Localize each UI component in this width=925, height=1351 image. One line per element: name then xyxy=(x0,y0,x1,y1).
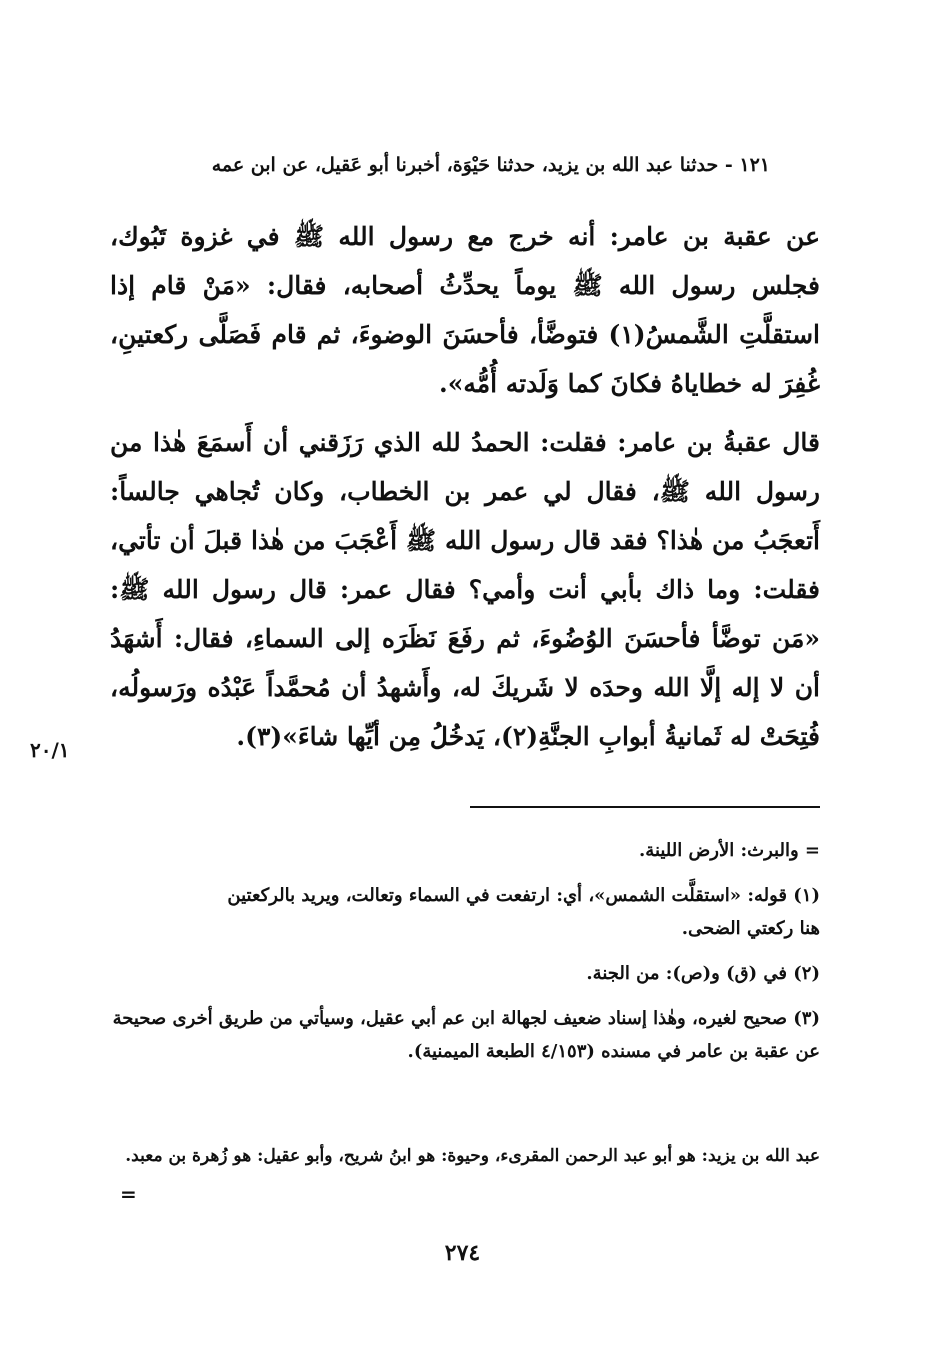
footnote-2: (٢) في (ق) و(ص): من الجنة. xyxy=(586,963,820,984)
margin-volume-reference: ٢٠/١ xyxy=(30,738,70,762)
hadith-body xyxy=(110,212,820,761)
footnote-separator xyxy=(470,806,820,808)
hadith-paragraph-2: قال عقبةُ بن عامر: فقلت: الحمدُ لله الذي رَزَقني أن أَسمَعَ هٰذا من رسول الله ﷺ، فقال لي عمر بن الخطاب، وكان تُجاهي جالساً: أَتعجَبُ من هٰذا؟ فقد قال رسول الله ﷺ أَعْجَبَ من هٰذا قبلَ أن تأتي، فقلت: وما ذاك بأبي أنت وأمي؟ فقال عمر: قال رسول الله ﷺ: «مَن توضَّأ فأحسَنَ الوُضُوءَ، ثم رفَعَ نَظَرَه إلى السماءِ، فقال: أَشهَدُ أن لا إله إلَّا الله وحدَه لا شَريكَ له، وأَشهدُ أن مُحمَّداً عَبْدُه ورَسولُه، فُتِحَتْ له ثَمانيةُ أبوابِ الجنَّةِ(٢)، يَدخُلُ مِن أيِّها شاءَ»(٣). xyxy=(110,428,820,751)
footnote-carry-over: = والبرث: الأرض اللينة. xyxy=(639,840,820,861)
footnotes xyxy=(110,834,820,1080)
footnote-1-line-2: هنا ركعتي الضحى. xyxy=(681,918,820,939)
footnote-1-line-1: (١) قوله: «استقلَّت الشمس»، أي: ارتفعت في السماء وتعالت، ويريد بالركعتين xyxy=(227,885,820,906)
footnote-3: (٣) صحيح لغيره، وهٰذا إسناد ضعيف لجهالة ابن عم أبي عقيل، وسيأتي من طريق أخرى صحيحة عن عقبة بن عامر في مسنده (٤/١٥٣ الطبعة الميمنية). xyxy=(112,1008,820,1062)
page-number: ٢٧٤ xyxy=(444,1240,481,1266)
hadith-isnad: ١٢١ - حدثنا عبد الله بن يزيد، حدثنا حَيْوَة، أخبرنا أبو عَقيل، عن ابن عمه xyxy=(211,154,770,176)
footnote-1 xyxy=(110,879,820,945)
hadith-paragraph-1: عن عقبة بن عامر: أنه خرج مع رسول الله ﷺ في غزوة تَبُوك، فجلس رسول الله ﷺ يوماً يحدِّثُ أصحابه، فقال: «مَنْ قام إذا استقلَّتِ الشَّمسُ(١) فتوضَّأ، فأحسَنَ الوضوءَ، ثم قام فَصَلَّى ركعتينِ، غُفِرَ له خطاياهُ فكانَ كما وَلَدته أُمُّه». xyxy=(110,222,820,398)
continuation-mark: = xyxy=(120,1182,137,1206)
narrator-note: عبد الله بن يزيد: هو أبو عبد الرحمن المقرىء، وحيوة: هو ابنُ شريح، وأبو عقيل: هو زُهرة بن معبد. xyxy=(125,1146,820,1166)
